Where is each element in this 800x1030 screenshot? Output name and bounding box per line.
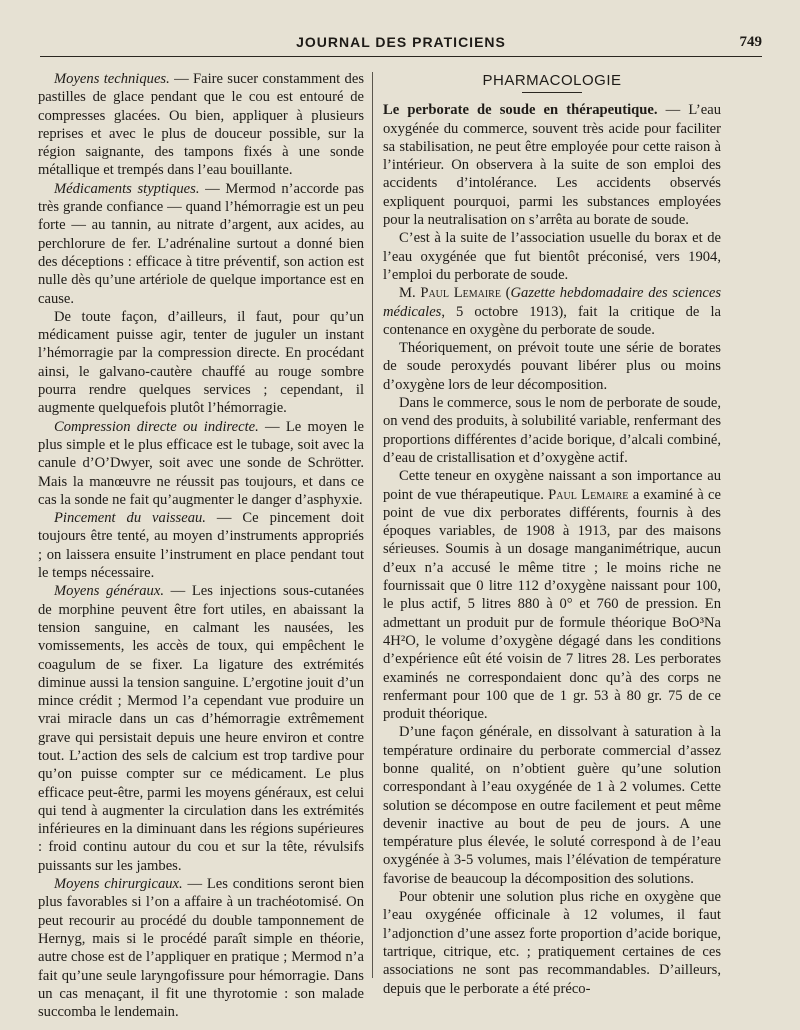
paragraph	[38, 875, 364, 1021]
running-header	[40, 32, 762, 57]
article-title-line	[383, 101, 721, 229]
left-column	[38, 70, 364, 1021]
article-body	[383, 229, 721, 997]
paragraph-text: M.	[399, 285, 421, 302]
first-paragraph-text	[383, 102, 721, 228]
paragraph-lead: Médicaments styptiques.	[54, 180, 200, 197]
paragraph-lead: Moyens techniques.	[54, 71, 170, 87]
paragraph-text: Pour obtenir une solution plus riche en oxygène que l’eau oxygénée officinale à 12 volumes, il faut l’adjonction d’une assez forte proportion d’acide borique, tartrique, citrique, etc. ; pratiquement certaines de ces associations ne sont pas recommandables. D’ailleurs, depuis que le perborate a été préco-	[383, 889, 721, 997]
paragraph-text: — Le moyen le plus simple et le plus efficace est le tubage, soit avec la canule d’O’Dwyer, soit avec une sonde de Schrötter. Mais la manœuvre ne réussit pas toujours, et dans ce cas la sonde ne fait qu’augmenter le danger d’asphyxie.	[38, 418, 364, 508]
paragraph	[38, 418, 364, 509]
paragraph	[383, 723, 721, 888]
paragraph	[38, 70, 364, 180]
paragraph	[383, 229, 721, 284]
paragraph	[38, 180, 364, 308]
paragraph-text: — Les injections sous-cutanées de morphine peuvent être fort utiles, en abaissant la tension sanguine, en calmant les nausées, les vomissements, les accès de toux, qui empêchent le coagulum de se fixer. La ligature des extrémités diminue aussi la tension sanguine. L’ergotine jouit d’un mince crédit ; Mermod l’a cependant vue produire un vrai miracle dans un cas d’hémorragie extrêmement grave qui persistait depuis une heure environ et contre tout. L’action des sels de calcium est trop tardive pour qu’on puisse compter sur ce médicament. Le plus efficace peut-être, parmi les moyens généraux, est celui qui tend à augmenter la circulation dans les extrémités inférieures en la diminuant dans les régions supérieures : froid continu autour du cou et sur la tête, révulsifs puissants sur les jambes.	[38, 583, 364, 874]
section-heading: PHARMACOLOGIE	[482, 72, 622, 89]
paragraph-lead: Pincement du vaisseau.	[54, 510, 206, 527]
paragraph	[383, 467, 721, 723]
column-divider	[372, 72, 373, 978]
paragraph-text: Cette teneur en oxygène naissant a son importance au point de vue thérapeutique.	[383, 468, 721, 503]
paragraph	[383, 394, 721, 467]
paragraph-text: , 5 octobre 1913), fait la critique de la contenance en oxygène du perborate de soude.	[383, 303, 721, 338]
paragraph-lead: Compression directe ou indirecte.	[54, 418, 259, 435]
paragraph-text: Dans le commerce, sous le nom de perborate de soude, on vend des produits, à solubilité variable, renfermant des proportions différentes d’acide borique, d’alcali combiné, d’eau de cristallisation et d’oxygène actif.	[383, 395, 721, 466]
paragraph-text: C’est à la suite de l’association usuelle du borax et de l’eau oxygénée que fut bientôt préconisé, vers 1904, l’emploi du perborate de soude.	[383, 230, 721, 283]
paragraph-text: — Faire sucer constamment des pastilles de glace pendant que le cou est entouré de compresses glacées. Ou bien, appliquer à plusieurs reprises et avec le plus de douceur possible, sur la région saignante, des tampons fixés à une sonde métallique et trempés dans l’eau bouillante.	[38, 71, 364, 179]
paragraph-text: L’eau oxygénée du commerce, souvent très acide pour faciliter sa stabilisation, ne peut être employée pour cette raison à l’intérieur. On observera à la suite de son emploi des accidents d’intolérance. Les accidents observés expliquent pourquoi, parmi les substances employées pour la neutralisation on s’arrêta au borate de soude.	[383, 102, 721, 229]
article-title: Le perborate de soude en thérapeutique.	[383, 102, 658, 119]
citation-title: Gazette hebdomadaire des sciences médicales	[383, 285, 721, 320]
heading-rule	[522, 92, 582, 93]
right-column	[383, 70, 722, 997]
author-name: Paul Lemaire	[420, 285, 501, 302]
paragraph-text: — Les conditions seront bien plus favorables si l’on a affaire à un trachéotomisé. On peut recourir au procédé du double tamponnement de Hernyg, mais si le procédé paraît simple en théorie, autre chose est de l’appliquer en pratique ; Mermod n’a fait qu’une seule laryngofissure pour hémorragie. Dans un cas menaçant, il fit une thyrotomie : son malade succomba le lendemain.	[38, 876, 364, 1021]
paragraph-text: — Ce pincement doit toujours être tenté, au moyen d’instruments appropriés ; on laissera ensuite l’instrument en place pendant tout le temps nécessaire.	[38, 510, 364, 582]
author-name: Paul Lemaire	[548, 486, 629, 503]
paragraph-text: — Mermod n’accorde pas très grande confiance — quand l’hémorragie est un peu forte — au tannin, au nitrate d’argent, aux acides, au perchlorure de fer. L’adrénaline surtout a donné bien des déceptions : efficace à titre préventif, son action est nulle dès qu’une artériole de quelque importance est en cause.	[38, 180, 364, 307]
paragraph-lead: Moyens généraux.	[54, 583, 164, 600]
paragraph-text: (	[500, 285, 511, 302]
paragraph	[38, 509, 364, 582]
paragraph	[383, 339, 721, 394]
paragraph-text: a examiné à ce point de vue dix perborates différents, fournis à des époques variables, de 1908 à 1913, par des maisons sérieuses. Soumis à un dosage manganimétrique, aucun d’eux n’a accusé le même titre ; le moins riche ne fournissait que 0 litre 112 d’oxygène naissant pour 100, le plus actif, 5 litres 880 à 0° et 760 de pression. En admettant un produit pur de formule théorique BoO³Na 4H²O, le volume d’oxygène dégagé dans les conditions d’expérience eût été voisin de 7 litres 28. Les perborates examinés ne correspondaient donc qu’à des corps ne renfermant pour 100 que de 1 gr. 53 à 80 gr. 75 de ce produit théorique.	[383, 486, 722, 723]
paragraph	[383, 888, 721, 998]
journal-title: JOURNAL DES PRATICIENS	[296, 34, 506, 50]
paragraph-text: Théoriquement, on prévoit toute une série de borates de soude peroxydés pouvant libérer plus ou moins d’oxygène lors de leur décomposition.	[383, 340, 721, 393]
paragraph	[38, 582, 364, 875]
paragraph	[38, 308, 364, 418]
paragraph-lead: Moyens chirurgicaux.	[54, 876, 183, 893]
title-dash: —	[657, 102, 689, 119]
paragraph	[383, 284, 721, 339]
paragraph-text: De toute façon, d’ailleurs, il faut, pour qu’un médicament puisse agir, tenter de juguler un instant l’hémorragie par la compression directe. En procédant ainsi, le galvano-cautère chauffé au rouge sombre pourra rendre quelques services ; cependant, il augmente quelquefois plutôt l’hémorragie.	[38, 308, 364, 417]
page-number: 749	[739, 34, 762, 50]
paragraph-text: D’une façon générale, en dissolvant à saturation à la température ordinaire du perborate commercial d’assez bonne qualité, on n’obtient guère qu’une solution correspondant à l’eau oxygénée de 1 à 2 volumes. Cette solution se décompose en outre facilement et peut même devenir inactive au bout de peu de jours. A une température plus élevée, le soluté correspond à de l’eau oxygénée à 3-5 volumes, mais l’élévation de température favorise de beaucoup la décomposition des solutions.	[383, 724, 721, 887]
